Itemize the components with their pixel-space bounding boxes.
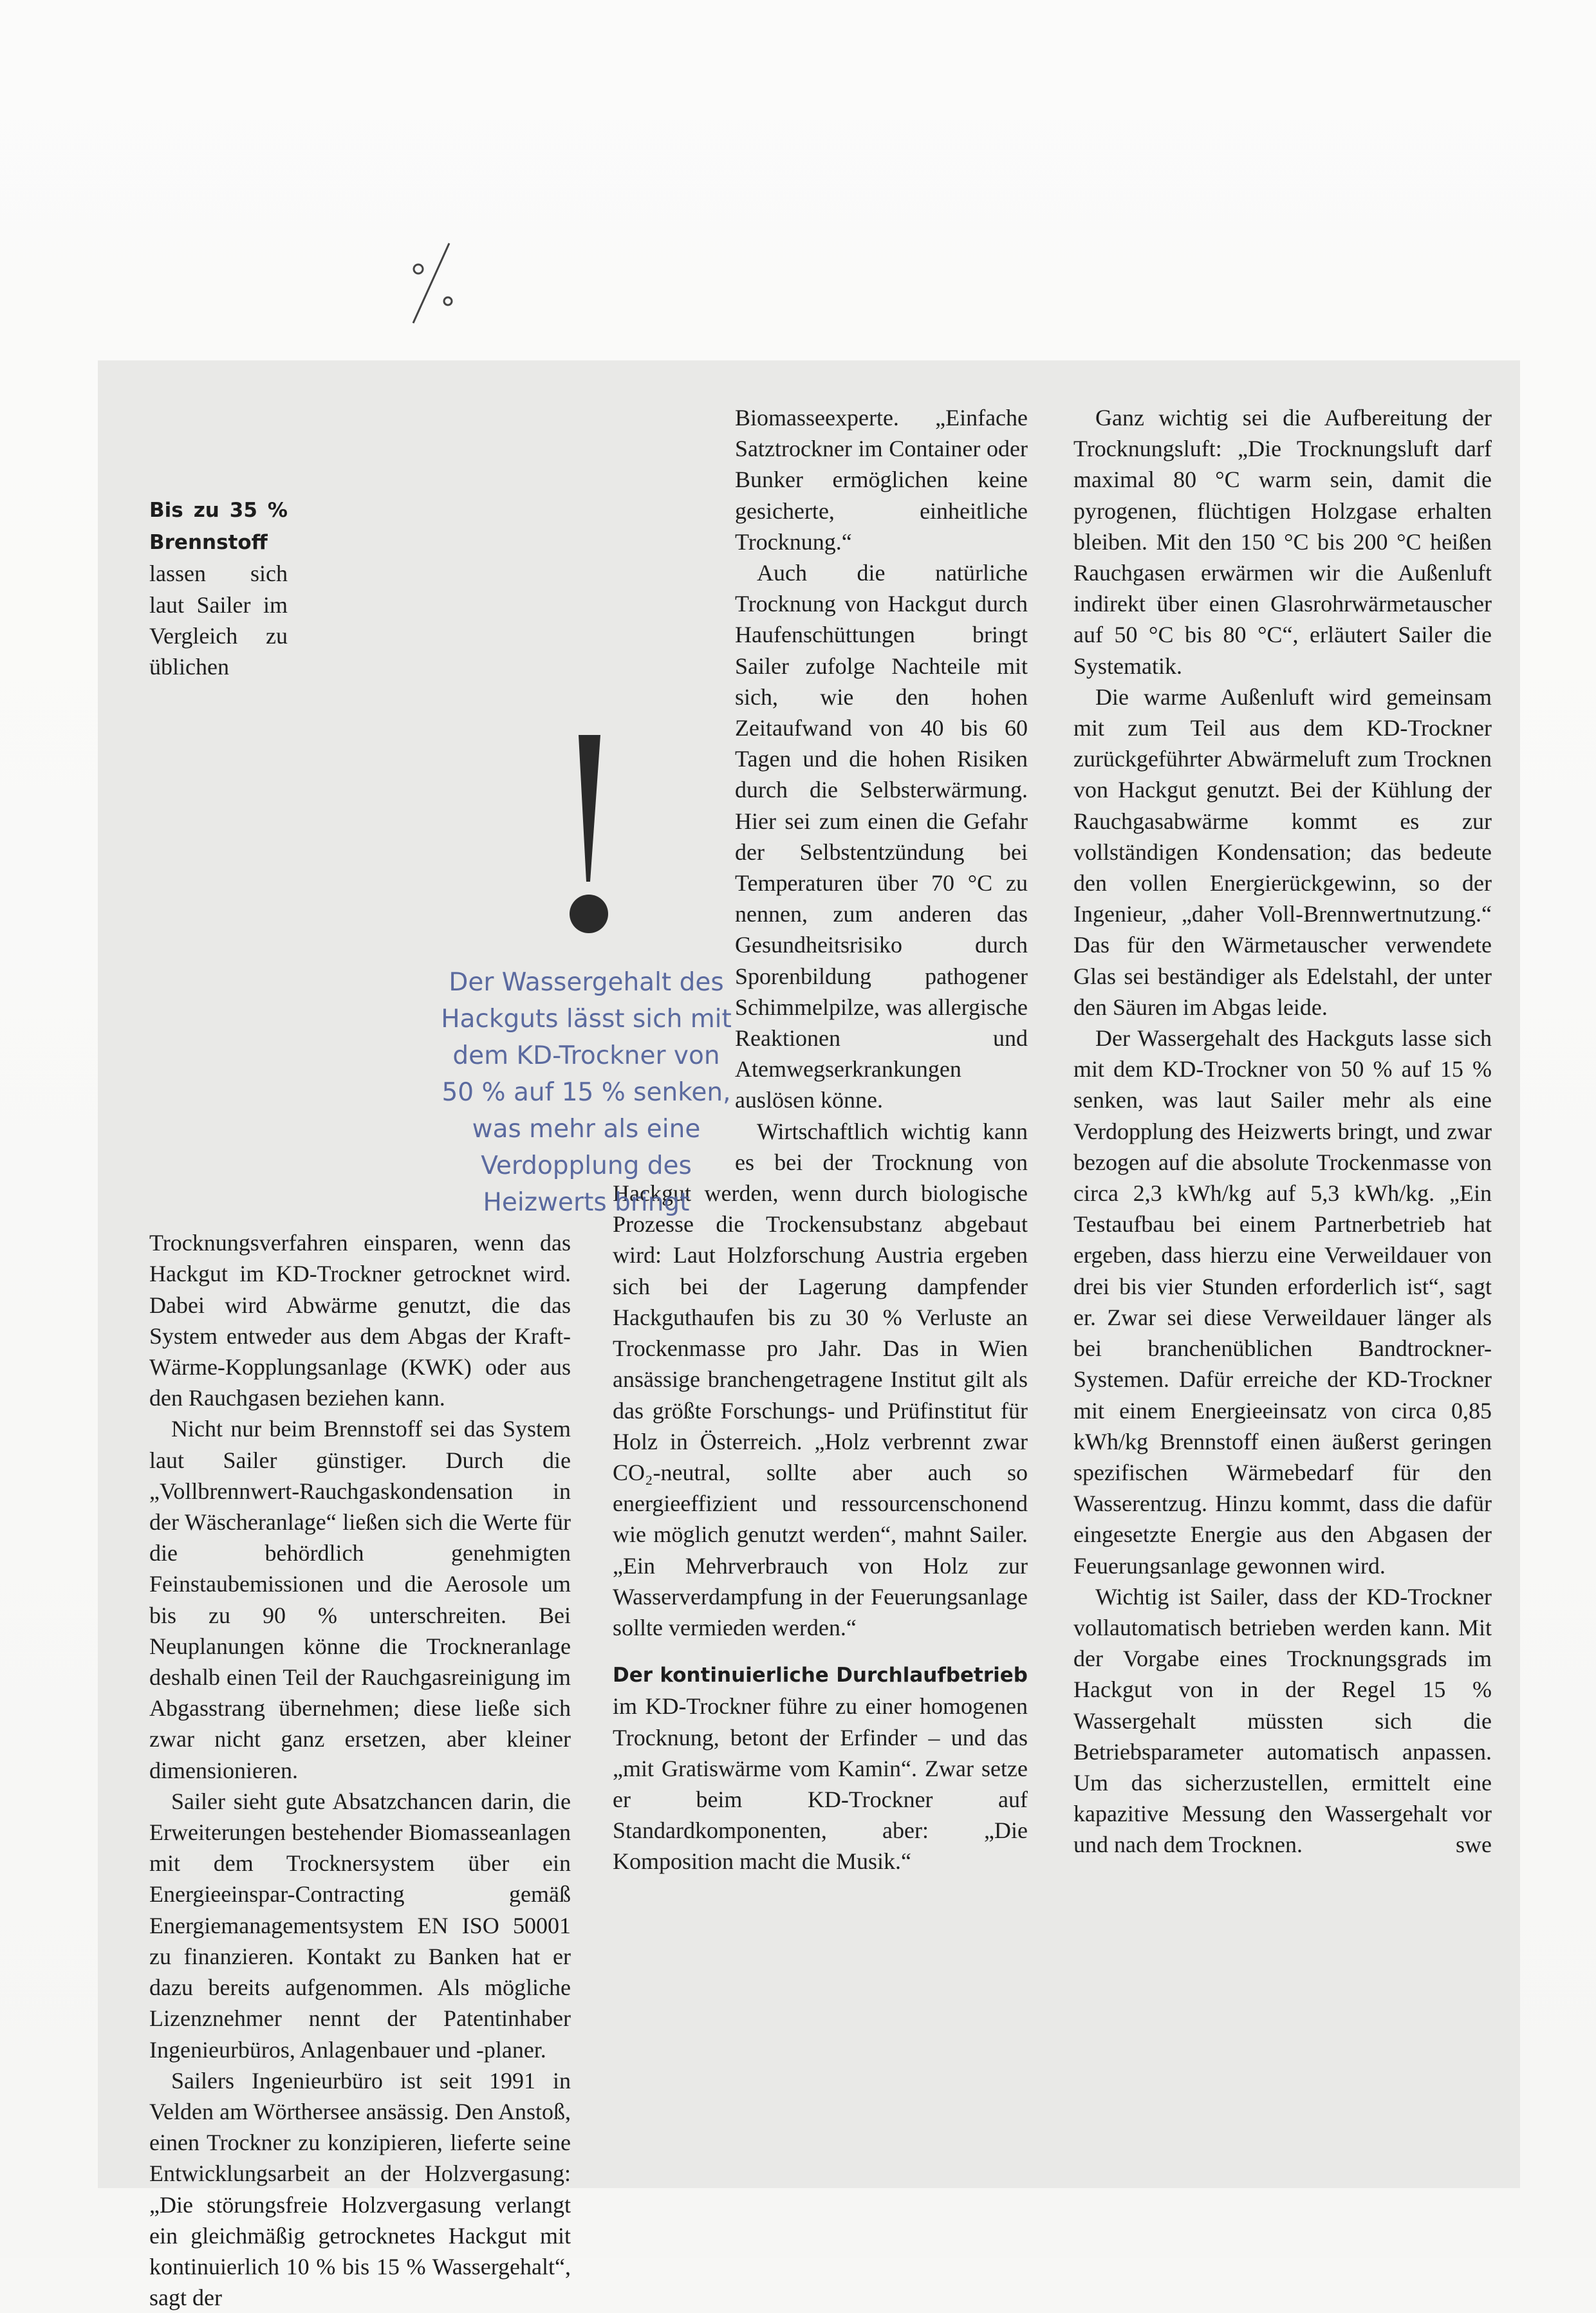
paragraph-text: Die warme Außenluft wird gemeinsam mit zum Teil aus dem KD-Trockner zurückgeführter Abwärmeluft zum Trocknen von Hackgut genutzt. Bei der Kühlung der Rauchgasabwärme kommt es zur vollständigen Kondensation; das bedeute den vollen Energierückgewinn, so der Ingenieur, „daher Voll-Brennwertnutzung.“ Das für den Wärmetauscher verwendete Glas sei beständiger als Edelstahl, der unter den Säuren im Abgas leide. <box>1073 683 1492 1020</box>
paragraph-text: Der Wassergehalt des Hackguts lasse sich mit dem KD-Trockner von 50 % auf 15 % senken, was laut Sailer mehr als eine Verdopplung des Heizwerts bringt, und zwar bezogen auf die absolute Trockenmasse von circa 2,3 kWh/kg auf 5,3 kWh/kg. „Ein Testaufbau bei einem Partnerbetrieb hat ergeben, dass hierzu eine Verweildauer von drei bis vier Stunden erforderlich ist“, sagt er. Zwar sei diese Verweildauer länger als bei branchenüblichen Bandtrockner-Systemen. Dafür erreiche der KD-Trockner mit einem Energieeinsatz von circa 0,85 kWh/kg Brennstoff einen äußerst geringen spezifischen Wärmebedarf für den Wasserentzug. Hinzu kommt, dass die dafür eingesetzte Energie aus den Abgasen der Feuerungsanlage gewonnen wird. <box>1073 1025 1492 1579</box>
paragraph-text: Nicht nur beim Brennstoff sei das System laut Sailer günstiger. Durch die „Vollbrennwert-Rauchgaskondensation in der Wäscheranlage“ ließen sich die Werte für die behördlich genehmigten Feinstaubemissionen und die Aerosole um bis zu 90 % unterschreiten. Bei Neuplanungen könne die Trockneranlage deshalb einen Teil der Rauchgasreinigung im Abgasstrang übernehmen; diese ließe sich zwar nicht ganz ersetzen, aber kleiner dimensionieren. <box>149 1416 571 1783</box>
paragraph-text: Sailer sieht gute Absatzchancen darin, die Erweiterungen bestehender Biomasseanlagen mit dem Trocknersystem über ein Energieeinspar-Contracting gemäß Energiemanagementsystem EN ISO 50001 zu finanzieren. Kontakt zu Banken hat er dazu bereits aufgenommen. Als mögliche Lizenznehmer nennt der Patentinhaber Ingenieurbüros, Anlagenbauer und -planer. <box>149 1788 571 2063</box>
paragraph-text: lassen sich laut Sailer im Vergleich zu üblichen Trocknungsverfahren einsparen, wenn das Hackgut im KD-Trockner getrocknet wird. Dabei wird Abwärme genutzt, die das System entweder aus dem Abgas der Kraft-Wärme-Kopplungsanlage (KWK) oder aus den Rauchgasen beziehen kann. <box>149 561 571 1411</box>
article-paragraph <box>1073 1581 1492 1861</box>
handwritten-percent-mark <box>399 232 476 328</box>
pull-quote-text: Der Wassergehalt des Hackguts lässt sich mit dem KD-Trockner von 50 % auf 15 % senken, was mehr als eine Verdopplung des Heizwerts bringt <box>441 968 732 1217</box>
author-signature: swe <box>1456 1832 1492 1858</box>
paragraph-text: Sailers Ingenieurbüro ist seit 1991 in Velden am Wörthersee ansässig. Den Anstoß, einen Trockner zu konzipieren, lieferte seine Entwicklungsarbeit an der Holzvergasung: „Die störungsfreie Holzvergasung verlangt ein gleichmäßig getrocknetes Hackgut mit kontinuierlich 10 % bis 15 % Wassergehalt“, sagt der <box>149 2067 571 2311</box>
paragraph-text: Auch die natürliche Trocknung von Hackgut durch Haufenschüttungen bringt Sailer zufolge Nachteile mit sich, wie den hohen Zeitaufwand von 40 bis 60 Tagen und die hohen Risiken durch die Selbsterwärmung. Hier sei zum einen die Gefahr der Selbstentzündung bei Temperaturen über 70 °C zu nennen, zum anderen das Gesundheitsrisiko durch Sporenbildung pathogener Schimmelpilze, was allergische Reaktionen und Atemwegserkrankungen auslösen könne. <box>735 560 1028 1113</box>
paragraph-text: Wirtschaftlich wichtig kann es bei der Trocknung von Hackgut werden, wenn durch biologische Prozesse die Trockensubstanz abgebaut wird: Laut Holzforschung Austria ergeben sich bei der Lagerung dampfender Hackguthaufen bis zu 30 % Verluste an Trockenmasse pro Jahr. Das in Wien ansässige branchengetragene Institut gilt als das größte Forschungs- und Prüfinstitut für Holz in Österreich. „Holz verbrennt zwar CO₂-neutral, sollte aber auch so energieeffizient und ressourcenschonend wie möglich genutzt werden“, mahnt Sailer. „Ein Mehrverbrauch von Holz zur Wasserverdampfung in der Feuerungsanlage sollte vermieden werden.“ <box>613 1118 1028 1640</box>
pull-quote-callout <box>435 727 738 1221</box>
paragraph-lead-in: Der kontinuierliche Durchlaufbetrieb <box>613 1664 1028 1687</box>
paragraph-lead-in: Bis zu 35 % Brennstoff <box>149 499 288 555</box>
article-paragraph <box>149 1786 571 2065</box>
article-paragraph <box>149 1413 571 1785</box>
paragraph-text: Ganz wichtig sei die Aufbereitung der Trocknungsluft: „Die Trocknungsluft darf maximal 80 °C warm sein, damit die pyrogenen, flüchtigen Holzgase erhalten bleiben. Mit den 150 °C bis 200 °C heißen Rauchgasen erwärmen wir die Außenluft indirekt über einen Glasrohrwärmetauscher auf 50 °C bis 80 °C“, erläutert Sailer die Systematik. <box>1073 405 1492 679</box>
article-column-3 <box>1073 402 1492 1861</box>
article-paragraph <box>1073 682 1492 1023</box>
paragraph-gap <box>613 1643 1028 1658</box>
paragraph-text: Wichtig ist Sailer, dass der KD-Trockner vollautomatisch betrieben werden kann. Mit der Vorgabe eines Trocknungsgrads im Hackgut von in der Regel 15 % Wassergehalt müssten sich die Betriebsparameter automatisch anpassen. Um das sicherzustellen, ermittelt eine kapazitive Messung den Wassergehalt vor und nach dem Trocknen. <box>1073 1583 1492 1858</box>
article-paragraph <box>149 2065 571 2313</box>
paragraph-text: im KD-Trockner führe zu einer homogenen Trocknung, betont der Erfinder – und das „mit Gratiswärme vom Kamin“. Zwar setze er beim KD-Trockner auf Standardkomponenten, aber: „Die Komposition macht die Musik.“ <box>613 1693 1028 1875</box>
article-paragraph <box>1073 1023 1492 1581</box>
article-paragraph <box>613 1658 1028 1877</box>
column-paragraphs <box>1073 402 1492 1861</box>
paragraph-text: Biomasseexperte. „Einfache Satztrockner im Container oder Bunker ermöglichen keine gesicherte, einheitliche Trocknung.“ <box>735 405 1028 555</box>
exclamation-mark-icon <box>541 727 631 959</box>
article-paragraph <box>1073 402 1492 682</box>
